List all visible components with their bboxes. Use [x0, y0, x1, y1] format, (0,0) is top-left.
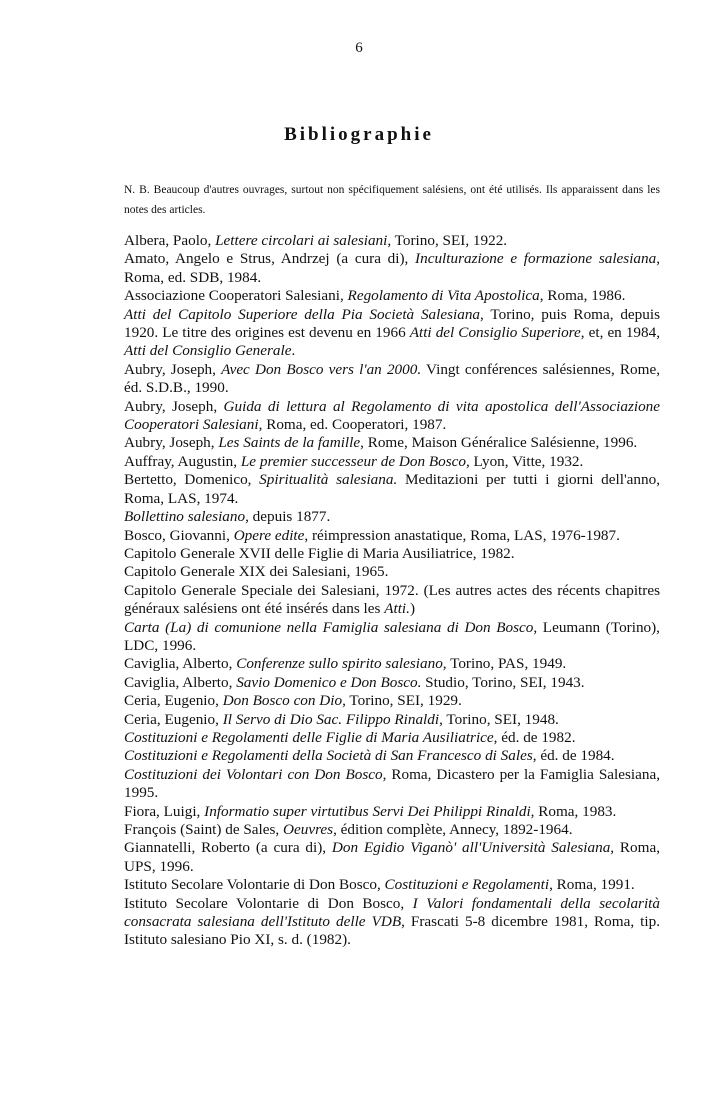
bibliography-entry	[124, 434, 660, 452]
entry-text: , Rome, Maison Généralice Salésienne, 1996.	[360, 434, 638, 452]
bibliography-entry	[124, 821, 660, 839]
bibliography-entry	[124, 453, 660, 471]
entry-text: Bertetto, Domenico,	[124, 471, 260, 489]
entry-title: Le premier successeur de Don Bosco	[240, 452, 466, 470]
entry-title: Savio Domenico e Don Bosco.	[236, 673, 422, 691]
entry-title: Atti del Capitolo Superiore della Pia Società Salesiana	[124, 305, 481, 323]
bibliography-entry	[124, 619, 660, 656]
bibliography-entry	[124, 839, 660, 876]
entry-text: Bosco, Giovanni,	[124, 526, 234, 544]
entry-text: Capitolo Generale Speciale dei Salesiani, 1972. (Les autres actes des récents chapitres généraux salésiens ont été insérés dans les	[124, 581, 660, 618]
entry-text: , réimpression anastatique, Roma, LAS, 1976-1987.	[304, 526, 620, 544]
entry-title: Don Egidio Viganò' all'Università Salesiana	[331, 839, 611, 857]
entry-title: Atti del Consiglio Superiore	[409, 324, 581, 342]
bibliography-entry	[124, 876, 660, 894]
entry-text: , Frascati 5-8 dicembre 1981, Roma, tip. Istituto salesiano Pio XI, s. d. (1982).	[124, 913, 660, 949]
entry-text: Giannatelli, Roberto (a cura di),	[124, 839, 332, 857]
entry-text: Associazione Cooperatori Salesiani,	[124, 287, 348, 305]
entry-title: Don Bosco con Dio	[222, 692, 343, 710]
entry-text: , Roma, 1986.	[539, 287, 626, 305]
entry-text: Ceria, Eugenio,	[124, 692, 223, 710]
entry-text: Capitolo Generale XVII delle Figlie di Maria Ausiliatrice, 1982.	[124, 544, 515, 562]
entry-text: , Roma, 1983.	[530, 802, 617, 820]
entry-title: Oeuvres	[283, 821, 334, 838]
entry-text: Caviglia, Alberto,	[124, 673, 237, 691]
entry-title: Carta (La) di comunione nella Famiglia salesiana di Don Bosco	[124, 618, 534, 636]
entry-text: Fiora, Luigi,	[124, 802, 205, 820]
entry-title: Atti del Consiglio Generale	[124, 342, 292, 360]
entry-text: Auffray, Augustin,	[124, 452, 241, 470]
bibliography-entry	[124, 287, 660, 305]
entry-text: , éd. de 1982.	[493, 728, 576, 746]
entry-text: , depuis 1877.	[245, 508, 331, 526]
entry-text: , Roma, UPS, 1996.	[124, 839, 660, 875]
entry-text: Istituto Secolare Volontarie di Don Bosco,	[124, 894, 413, 912]
entry-text: , Torino, SEI, 1929.	[342, 692, 462, 710]
editorial-note: N. B. Beaucoup d'autres ouvrages, surtout non spécifiquement salésiens, ont été utilisés. Ils apparaissent dans les notes des articles.	[124, 184, 660, 216]
entry-text: Albera, Paolo,	[124, 232, 216, 249]
bibliography-entry	[124, 747, 660, 765]
bibliography-entry	[124, 766, 660, 803]
entry-title: Informatio super virtutibus Servi Dei Philippi Rinaldi	[204, 802, 531, 820]
entry-title: Regolamento di Vita Apostolica	[347, 287, 540, 305]
entry-title: I Valori fondamentali della secolarità consacrata salesiana dell'Istituto delle VDB	[124, 894, 660, 931]
bibliography-entry	[124, 527, 660, 545]
entry-text: Amato, Angelo e Strus, Andrzej (a cura di),	[124, 250, 416, 268]
entry-text: , Roma, Dicastero per la Famiglia Salesiana, 1995.	[124, 765, 661, 802]
entry-text: François (Saint) de Sales,	[124, 821, 284, 838]
entry-text: Vingt conférences salésiennes, Rome, éd. S.D.B., 1990.	[124, 360, 660, 397]
entry-text: , et, en 1984,	[580, 324, 660, 342]
entry-title: Costituzioni e Regolamenti della Società di San Francesco di Sales	[124, 747, 533, 765]
bibliography-entry	[124, 711, 660, 729]
entry-text: , Roma, ed. Cooperatori, 1987.	[258, 416, 447, 434]
entry-title: Conferenze sullo spirito salesiano	[236, 655, 443, 673]
bibliography-entry	[124, 655, 660, 673]
entry-text: Istituto Secolare Volontarie di Don Bosco,	[124, 876, 385, 894]
bibliography-entry	[124, 398, 660, 435]
entry-title: Costituzioni dei Volontari con Don Bosco	[124, 765, 383, 783]
entry-text: Caviglia, Alberto,	[124, 655, 237, 673]
bibliography-entry	[124, 471, 660, 508]
bibliography-entry	[124, 582, 660, 619]
entry-text: , Torino, puis Roma, depuis 1920. Le titre des origines est devenu en 1966	[124, 305, 660, 342]
entry-text: Aubry, Joseph,	[124, 397, 224, 415]
bibliography-list	[124, 232, 660, 950]
entry-title: Opere edite	[233, 526, 305, 544]
page-number: 6	[355, 40, 363, 56]
bibliography-entry	[124, 692, 660, 710]
bibliography-entry	[124, 803, 660, 821]
entry-text: Meditazioni per tutti i giorni dell'anno, Roma, LAS, 1974.	[124, 471, 661, 507]
bibliography-entry	[124, 250, 660, 287]
entry-title: Bollettino salesiano	[124, 508, 246, 526]
entry-title: Les Saints de la famille	[218, 434, 361, 452]
entry-title: Avec Don Bosco vers l'an 2000.	[221, 360, 422, 378]
bibliography-entry	[124, 545, 660, 563]
bibliography-entry	[124, 306, 660, 361]
entry-text: Ceria, Eugenio,	[124, 710, 223, 728]
entry-text: , Torino, PAS, 1949.	[442, 655, 567, 673]
entry-title: Atti.	[384, 600, 410, 618]
bibliography-entry	[124, 895, 660, 950]
page-title: Bibliographie	[284, 124, 434, 145]
bibliography-entry	[124, 674, 660, 692]
entry-title: Costituzioni e Regolamenti	[384, 876, 550, 894]
entry-title: Il Servo di Dio Sac. Filippo Rinaldi	[222, 710, 440, 728]
entry-text: , édition complète, Annecy, 1892-1964.	[333, 821, 573, 838]
bibliography-entry	[124, 361, 660, 398]
bibliography-entry	[124, 563, 660, 581]
entry-text: , Roma, 1991.	[549, 876, 635, 894]
entry-text: , Roma, ed. SDB, 1984.	[124, 250, 660, 286]
entry-title: Inculturazione e formazione salesiana	[415, 250, 657, 268]
bibliography-entry	[124, 508, 660, 526]
entry-text: Aubry, Joseph,	[124, 434, 219, 452]
entry-text: Studio, Torino, SEI, 1943.	[421, 673, 585, 691]
entry-text: , Leumann (Torino), LDC, 1996.	[124, 618, 660, 654]
entry-title: Spiritualità salesiana.	[259, 471, 398, 489]
bibliography-entry	[124, 729, 660, 747]
entry-text: , Torino, SEI, 1948.	[439, 710, 559, 728]
entry-title: Costituzioni e Regolamenti delle Figlie di Maria Ausiliatrice	[124, 728, 494, 746]
entry-text: , Lyon, Vitte, 1932.	[465, 452, 584, 470]
bibliography-entry	[124, 232, 660, 250]
entry-title: Lettere circolari ai salesiani	[215, 232, 388, 249]
entry-title: Guida di lettura al Regolamento di vita apostolica dell'Associazione Cooperatori Salesiani	[124, 397, 661, 434]
entry-text: , Torino, SEI, 1922.	[387, 232, 508, 249]
entry-text: .	[291, 342, 296, 360]
entry-text: Capitolo Generale XIX dei Salesiani, 1965.	[124, 563, 389, 581]
entry-text: )	[409, 600, 416, 618]
entry-text: , éd. de 1984.	[532, 747, 615, 765]
entry-text: Aubry, Joseph,	[124, 360, 222, 378]
